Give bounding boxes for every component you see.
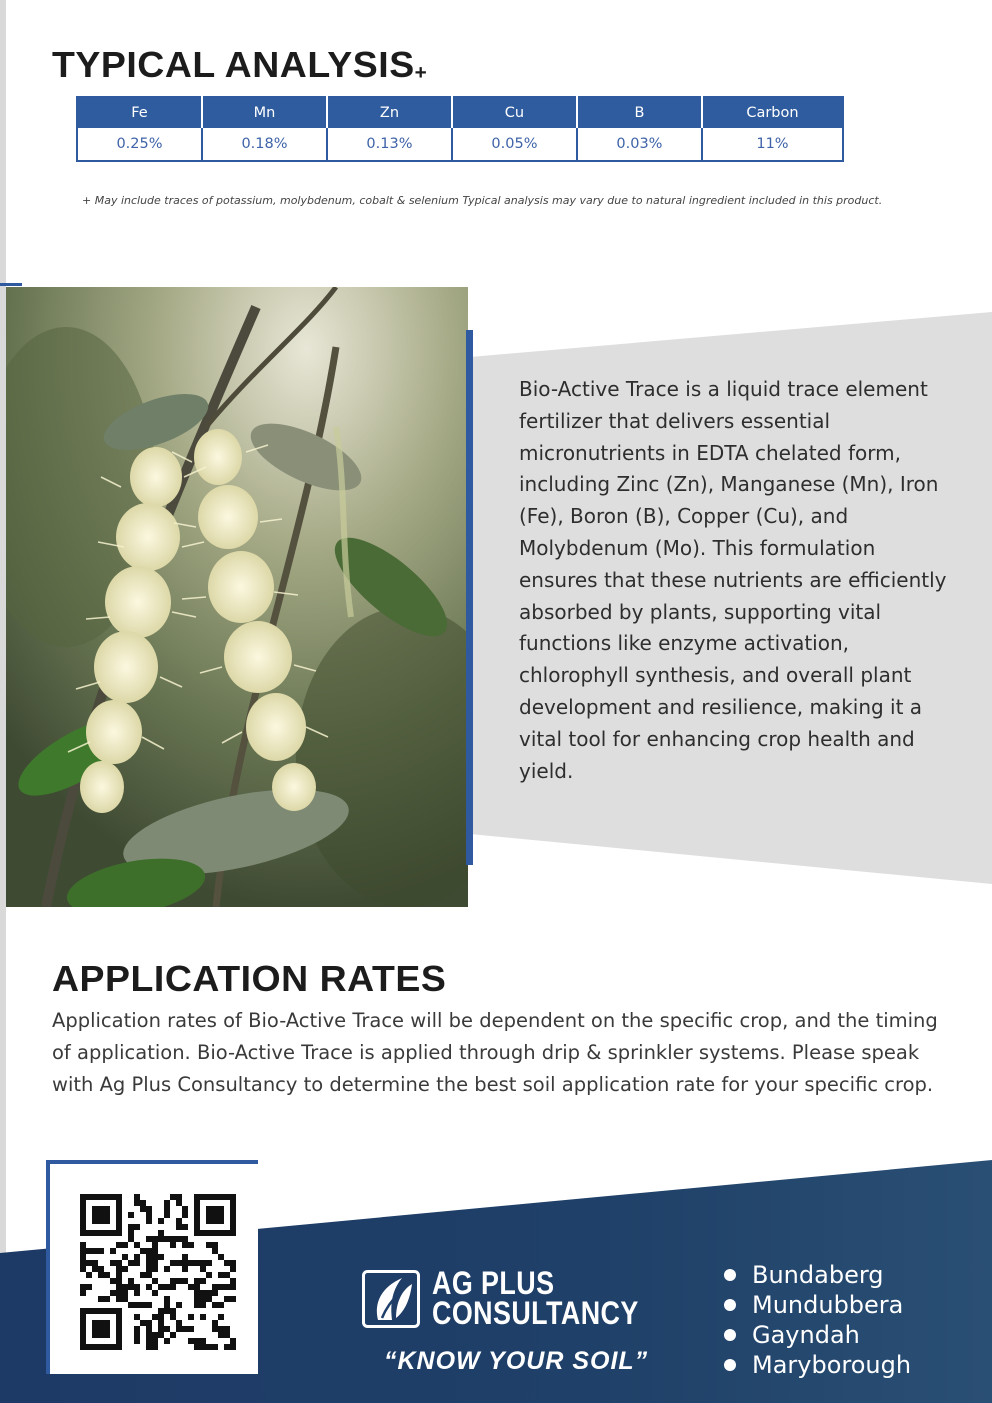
column-header-mn: Mn <box>202 97 327 128</box>
typical-analysis-title <box>52 44 427 86</box>
brand-tagline: “KNOW YOUR SOIL” <box>384 1347 649 1375</box>
value-fe: 0.25% <box>77 128 202 161</box>
qr-code[interactable] <box>46 1160 258 1374</box>
application-rates-title: APPLICATION RATES <box>52 958 447 999</box>
location-list <box>722 1260 911 1380</box>
product-description: Bio-Active Trace is a liquid trace element fertilizer that delivers essential micronutrients in EDTA chelated form, including Zinc (Zn), Manganese (Mn), Iron (Fe), Boron (B), Copper (Cu), and Molybdenum (Mo). This formulation ensures that these nutrients are efficiently absorbed by plants, supporting vital functions like enzyme activation, chlorophyll synthesis, and overall plant development and resilience, making it a vital tool for enhancing crop health and yield. <box>519 377 947 783</box>
location-name: Bundaberg <box>752 1261 884 1289</box>
title-plus-mark: + <box>414 62 428 84</box>
bullet-dot-icon <box>724 1269 736 1281</box>
list-item <box>722 1350 911 1380</box>
qr-code-icon <box>80 1194 236 1350</box>
location-name: Gayndah <box>752 1321 860 1349</box>
brand-name-line1: AG PLUS <box>432 1265 555 1301</box>
list-item <box>722 1320 911 1350</box>
value-b: 0.03% <box>577 128 702 161</box>
column-header-b: B <box>577 97 702 128</box>
ag-plus-logo-icon <box>362 1270 420 1328</box>
typical-analysis-title-text: TYPICAL ANALYSIS <box>52 44 415 85</box>
panel-accent-stripe <box>466 330 473 865</box>
value-cu: 0.05% <box>452 128 577 161</box>
brand-name-line2: CONSULTANCY <box>432 1295 639 1331</box>
section-divider <box>0 283 22 286</box>
value-carbon: 11% <box>702 128 843 161</box>
column-header-zn: Zn <box>327 97 452 128</box>
typical-analysis-table <box>76 96 844 162</box>
location-name: Maryborough <box>752 1351 912 1379</box>
ag-plus-logo <box>362 1265 662 1385</box>
table-row <box>77 128 843 161</box>
list-item <box>722 1290 911 1320</box>
value-mn: 0.18% <box>202 128 327 161</box>
macadamia-flower-photo <box>6 287 468 907</box>
location-name: Mundubbera <box>752 1291 904 1319</box>
column-header-fe: Fe <box>77 97 202 128</box>
bullet-dot-icon <box>724 1299 736 1311</box>
value-zn: 0.13% <box>327 128 452 161</box>
analysis-footnote: + May include traces of potassium, molybdenum, cobalt & selenium Typical analysis may vary due to natural ingredient included in this product. <box>82 194 883 207</box>
list-item <box>722 1260 911 1290</box>
table-header-row <box>77 97 843 128</box>
column-header-carbon: Carbon <box>702 97 843 128</box>
application-rates-body: Application rates of Bio-Active Trace will be dependent on the specific crop, and the timing of application. Bio-Active Trace is applied through drip & sprinkler systems. Please speak with Ag Plus Consultancy to determine the best soil application rate for your specific crop. <box>52 1009 938 1096</box>
bullet-dot-icon <box>724 1359 736 1371</box>
column-header-cu: Cu <box>452 97 577 128</box>
bullet-dot-icon <box>724 1329 736 1341</box>
